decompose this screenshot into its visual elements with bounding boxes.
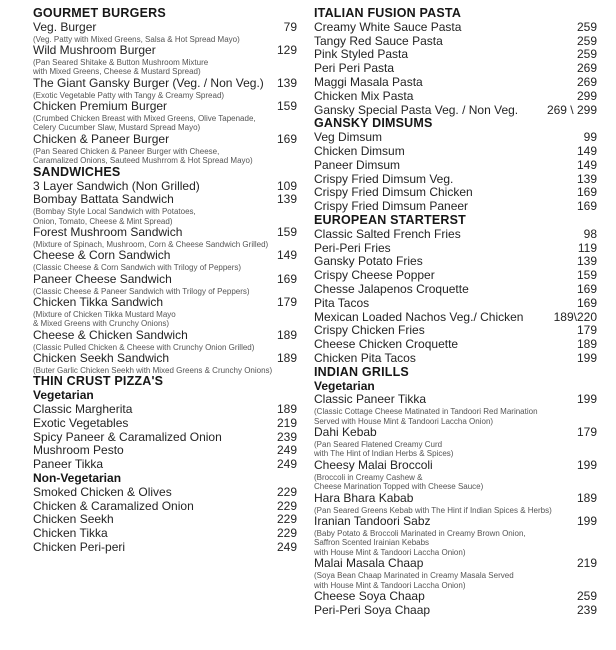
menu-item-description: (Buter Garlic Chicken Seekh with Mixed Greens & Crunchy Onions) xyxy=(33,365,273,375)
menu-item-description: (Mixture of Chicken Tikka Mustard Mayo xyxy=(33,309,176,319)
menu-item-price: 189 xyxy=(276,351,297,366)
menu-item-name: Crispy Fried Dimsum Chicken xyxy=(314,185,473,200)
menu-item-price: 259 xyxy=(576,19,597,34)
menu-item-description: (Mixture of Spinach, Mushroom, Corn & Cheese Sandwich Grilled) xyxy=(33,239,269,249)
menu-item xyxy=(314,242,597,256)
menu-item-name: Malai Masala Chaap xyxy=(314,556,424,571)
menu-item xyxy=(33,352,297,366)
menu-item-name: Gansky Special Pasta Veg. / Non Veg. xyxy=(314,102,519,117)
menu-item-description: (Classic Cheese & Corn Sandwich with Trilogy of Peppers) xyxy=(33,263,242,273)
menu-item-name: Crispy Chicken Fries xyxy=(314,323,425,338)
menu-item-price: 259 xyxy=(576,33,597,48)
menu-item-name: Creamy White Sauce Pasta xyxy=(314,19,462,34)
menu-item-name: Chicken Seekh Sandwich xyxy=(33,351,170,366)
menu-item-price: 199 xyxy=(576,350,597,365)
menu-item-description: (Broccoli in Creamy Cashew & xyxy=(314,472,423,482)
menu-item xyxy=(314,515,597,529)
menu-item xyxy=(33,21,297,35)
menu-item-name: Cheese Chicken Croquette xyxy=(314,337,459,352)
menu-item-price: 169 xyxy=(276,131,297,146)
menu-item xyxy=(314,604,597,618)
menu-item-name: Classic Margherita xyxy=(33,402,133,417)
menu-item-name: Cheese Soya Chaap xyxy=(314,589,425,604)
menu-item-name: Chesse Jalapenos Croquette xyxy=(314,281,469,296)
menu-item xyxy=(33,193,297,207)
menu-item-name: Crispy Cheese Popper xyxy=(314,268,435,283)
menu-item-description: & Mixed Greens with Crunchy Onions) xyxy=(33,319,170,329)
menu-item-description: (Pan Seared Chicken & Paneer Burger with Cheese, xyxy=(33,146,220,156)
menu-item xyxy=(314,104,597,118)
menu-item-description: with Mixed Greens, Cheese & Mustard Spread) xyxy=(33,67,201,77)
menu-item xyxy=(314,338,597,352)
menu-item-price: 109 xyxy=(276,178,297,193)
menu-item-name: Chicken Tikka xyxy=(33,526,108,541)
menu-item-price: 139 xyxy=(276,192,297,207)
menu-item-name: Chicken Premium Burger xyxy=(33,99,168,114)
menu-item-price: 169 xyxy=(576,281,597,296)
menu-item-description: with House Mint & Tandoori Laccha Onion) xyxy=(314,580,466,590)
menu-item-name: The Giant Gansky Burger (Veg. / Non Veg.) xyxy=(33,75,264,90)
menu-item-name: Spicy Paneer & Caramalized Onion xyxy=(33,429,222,444)
menu-item-name: Mushroom Pesto xyxy=(33,443,124,458)
menu-item-name: Cheese & Corn Sandwich xyxy=(33,248,171,263)
menu-item xyxy=(314,324,597,338)
menu-item-name: Cheesy Malai Broccoli xyxy=(314,457,433,472)
menu-item-name: Peri-Peri Soya Chaap xyxy=(314,602,431,617)
menu-item-name: Cheese & Chicken Sandwich xyxy=(33,327,188,342)
menu-item xyxy=(314,352,597,366)
menu-item-description: Saffron Scented Irainian Kebabs xyxy=(314,538,430,548)
menu-item-description: (Crumbed Chicken Breast with Mixed Greens, Olive Tapenade, xyxy=(33,113,256,123)
menu-item-name: Chicken Dimsum xyxy=(314,143,405,158)
menu-item-name: Wild Mushroom Burger xyxy=(33,43,156,58)
menu-item-name: Peri-Peri Fries xyxy=(314,240,391,255)
menu-item-name: Chicken Seekh xyxy=(33,512,114,527)
menu-item xyxy=(314,21,597,35)
menu-item xyxy=(314,297,597,311)
menu-column-right xyxy=(308,0,616,650)
menu-item-description: (Pan Seared Flatened Creamy Curd xyxy=(314,439,443,449)
menu-item-name: Classic Salted French Fries xyxy=(314,226,461,241)
menu-item xyxy=(314,90,597,104)
menu-item xyxy=(33,444,297,458)
menu-item-description: Celery Cucumber Slaw, Mustard Spread Mayo) xyxy=(33,123,201,133)
menu-item xyxy=(314,173,597,187)
section-subheader: Vegetarian xyxy=(33,388,94,403)
menu-item-price: 229 xyxy=(276,526,297,541)
menu-item-price: 139 xyxy=(576,254,597,269)
menu-item-price: 129 xyxy=(276,43,297,58)
menu-item xyxy=(314,35,597,49)
menu-item-price: 169 xyxy=(576,295,597,310)
menu-item-price: 239 xyxy=(276,429,297,444)
menu-item xyxy=(314,255,597,269)
menu-item xyxy=(33,249,297,263)
menu-item-name: Mexican Loaded Nachos Veg./ Chicken xyxy=(314,309,524,324)
menu-item xyxy=(33,133,297,147)
menu-item-price: 259 xyxy=(576,47,597,62)
menu-item xyxy=(33,541,297,555)
menu-item-description: (Classic Cheese & Paneer Sandwich with Trilogy of Peppers) xyxy=(33,286,250,296)
menu-item xyxy=(314,492,597,506)
menu-item-price: 189 xyxy=(576,490,597,505)
menu-item-description: (Classic Cottage Cheese Matinated in Tandoori Red Marination xyxy=(314,407,538,417)
menu-item-price: 169 xyxy=(576,185,597,200)
menu-item xyxy=(33,486,297,500)
section-header: GOURMET BURGERS xyxy=(33,6,166,20)
menu-item-name: Paneer Tikka xyxy=(33,457,104,472)
menu-item-name: Chicken & Caramalized Onion xyxy=(33,498,194,513)
menu-item-name: Paneer Dimsum xyxy=(314,157,401,172)
menu-item-price: 179 xyxy=(576,323,597,338)
menu-item-name: Gansky Potato Fries xyxy=(314,254,423,269)
menu-item xyxy=(314,590,597,604)
menu-item-price: 259 xyxy=(576,589,597,604)
menu-item xyxy=(314,557,597,571)
menu-item xyxy=(33,513,297,527)
menu-item-price: 249 xyxy=(276,540,297,555)
menu-item-description: (Pan Seared Greens Kebab with The Hint if Indian Spices & Herbs) xyxy=(314,505,552,515)
menu-item-price: 239 xyxy=(576,602,597,617)
menu-item xyxy=(33,273,297,287)
menu-item-price: 159 xyxy=(276,225,297,240)
menu-item-price: 229 xyxy=(276,498,297,513)
menu-item-price: 249 xyxy=(276,443,297,458)
menu-item-price: 169 xyxy=(276,271,297,286)
menu-item-name: Tangy Red Sauce Pasta xyxy=(314,33,443,48)
menu-item-name: Chicken Pita Tacos xyxy=(314,350,416,365)
menu-item xyxy=(314,159,597,173)
menu-item-name: Veg Dimsum xyxy=(314,130,383,145)
menu-item-price: 179 xyxy=(276,295,297,310)
menu-item-description: (Classic Pulled Chicken & Cheese with Crunchy Onion Grilled) xyxy=(33,342,255,352)
menu-item xyxy=(314,393,597,407)
menu-item-description: Caramalized Onions, Sauteed Mushrrom & Hot Spread Mayo) xyxy=(33,156,253,166)
menu-item-price: 119 xyxy=(577,240,597,255)
menu-item xyxy=(33,77,297,91)
section-header: GANSKY DIMSUMS xyxy=(314,116,433,131)
menu-item-price: 98 xyxy=(583,226,597,241)
menu-item-name: Chicken Tikka Sandwich xyxy=(33,295,164,310)
menu-item-price: 229 xyxy=(276,512,297,527)
menu-item-price: 299 xyxy=(576,88,597,103)
menu-item xyxy=(33,296,297,310)
menu-item xyxy=(33,500,297,514)
menu-item-description: (Bombay Style Local Sandwich with Potatoes, xyxy=(33,207,196,217)
menu-item-price: 229 xyxy=(276,484,297,499)
menu-item-description: (Soya Bean Chaap Marinated in Creamy Masala Served xyxy=(314,571,514,581)
menu-item-price: 149 xyxy=(276,248,297,263)
menu-item-name: Exotic Vegetables xyxy=(33,415,129,430)
menu-item-price: 149 xyxy=(576,143,597,158)
menu-item-name: Chicken Mix Pasta xyxy=(314,88,414,103)
menu-item-description: Cheese Marination Topped with Cheese Sauce) xyxy=(314,482,484,492)
menu-item-name: Paneer Cheese Sandwich xyxy=(33,271,172,286)
menu-item xyxy=(314,459,597,473)
menu-item-name: Iranian Tandoori Sabz xyxy=(314,514,431,528)
menu-item xyxy=(33,180,297,194)
menu-item-price: 179 xyxy=(576,425,597,440)
menu-item-name: Veg. Burger xyxy=(33,19,97,34)
menu-item-name: Peri Peri Pasta xyxy=(314,61,395,76)
menu-item-name: Hara Bhara Kabab xyxy=(314,490,414,505)
menu-item xyxy=(33,329,297,343)
menu-item-name: Chicken Peri-peri xyxy=(33,540,126,555)
section-subheader: Non-Vegetarian xyxy=(33,471,122,486)
menu-item-price: 249 xyxy=(276,457,297,472)
menu-item xyxy=(33,527,297,541)
menu-item xyxy=(314,62,597,76)
menu-item-price: 149 xyxy=(576,157,597,172)
menu-item xyxy=(33,226,297,240)
menu-item-description: (Exotic Vegetable Patty with Tangy & Creamy Spread) xyxy=(33,90,225,100)
menu-item-price: 159 xyxy=(276,99,297,114)
menu-item-price: 269 xyxy=(576,61,597,76)
menu-item xyxy=(33,44,297,58)
menu-item xyxy=(33,458,297,472)
menu-item-price: 219 xyxy=(576,556,597,571)
menu-item-price: 269 \ 299 xyxy=(546,102,597,117)
menu-item-price: 79 xyxy=(283,19,297,34)
menu-item xyxy=(33,417,297,431)
menu-item xyxy=(314,186,597,200)
menu-item-price: 139 xyxy=(576,171,597,186)
menu-item-price: 189\220 xyxy=(553,309,597,324)
menu-item xyxy=(33,431,297,445)
menu-item-name: Forest Mushroom Sandwich xyxy=(33,225,183,240)
menu-item-price: 139 xyxy=(276,75,297,90)
menu-item xyxy=(314,131,597,145)
menu-item-price: 159 xyxy=(576,268,597,283)
menu-item-description: with House Mint & Tandoori Laccha Onion) xyxy=(314,547,466,557)
menu-item xyxy=(314,269,597,283)
menu-item-price: 99 xyxy=(583,130,597,145)
menu-item-name: Maggi Masala Pasta xyxy=(314,74,423,89)
menu-item-price: 269 xyxy=(576,74,597,89)
menu-item-name: Dahi Kebab xyxy=(314,425,377,440)
section-header: THIN CRUST PIZZA'S xyxy=(33,374,164,389)
menu-item xyxy=(314,76,597,90)
section-header: ITALIAN FUSION PASTA xyxy=(314,6,462,20)
menu-item xyxy=(314,228,597,242)
menu-item-description: (Baby Potato & Broccoli Marinated in Creamy Brown Onion, xyxy=(314,528,526,538)
menu-item xyxy=(314,311,597,325)
menu-item-price: 189 xyxy=(276,402,297,417)
section-header: EUROPEAN STARTERST xyxy=(314,212,466,227)
menu-item-price: 189 xyxy=(276,327,297,342)
menu-item-description: with The Hint of Indian Herbs & Spices) xyxy=(314,449,454,459)
menu-item-description: (Veg. Patty with Mixed Greens, Salsa & Hot Spread Mayo) xyxy=(33,34,240,44)
menu-item xyxy=(314,283,597,297)
menu-item-name: Crispy Fried Dimsum Paneer xyxy=(314,199,469,214)
menu-item-description: Served with House Mint & Tandoori Laccha Onion) xyxy=(314,416,494,426)
menu-item xyxy=(33,100,297,114)
menu-item-description: (Pan Seared Shitake & Button Mushroom Mixture xyxy=(33,57,209,67)
menu-item-name: 3 Layer Sandwich (Non Grilled) xyxy=(33,178,200,193)
menu-item-name: Pita Tacos xyxy=(314,295,370,310)
menu-item-name: Classic Paneer Tikka xyxy=(314,392,427,407)
menu-item-name: Chicken & Paneer Burger xyxy=(33,131,170,146)
section-subheader: Vegetarian xyxy=(314,378,375,393)
menu-item-price: 169 xyxy=(576,199,597,214)
menu-item-price: 199 xyxy=(576,392,597,407)
menu-item xyxy=(314,200,597,214)
menu-item-name: Smoked Chicken & Olives xyxy=(33,484,172,499)
menu-item-price: 189 xyxy=(576,337,597,352)
section-header: SANDWICHES xyxy=(33,164,121,179)
menu-item xyxy=(314,145,597,159)
menu-item-name: Bombay Battata Sandwich xyxy=(33,192,174,207)
menu-item-name: Pink Styled Pasta xyxy=(314,47,409,62)
menu-item xyxy=(314,48,597,62)
menu-item xyxy=(33,403,297,417)
menu-item-name: Crispy Fried Dimsum Veg. xyxy=(314,171,454,186)
menu-item-price: 199 xyxy=(576,457,597,472)
menu-item-description: Onion, Tomato, Cheese & Mint Spread) xyxy=(33,216,173,226)
menu-item-price: 199 xyxy=(576,514,597,528)
menu-item xyxy=(314,426,597,440)
menu-item-price: 219 xyxy=(276,415,297,430)
section-header: INDIAN GRILLS xyxy=(314,364,409,379)
